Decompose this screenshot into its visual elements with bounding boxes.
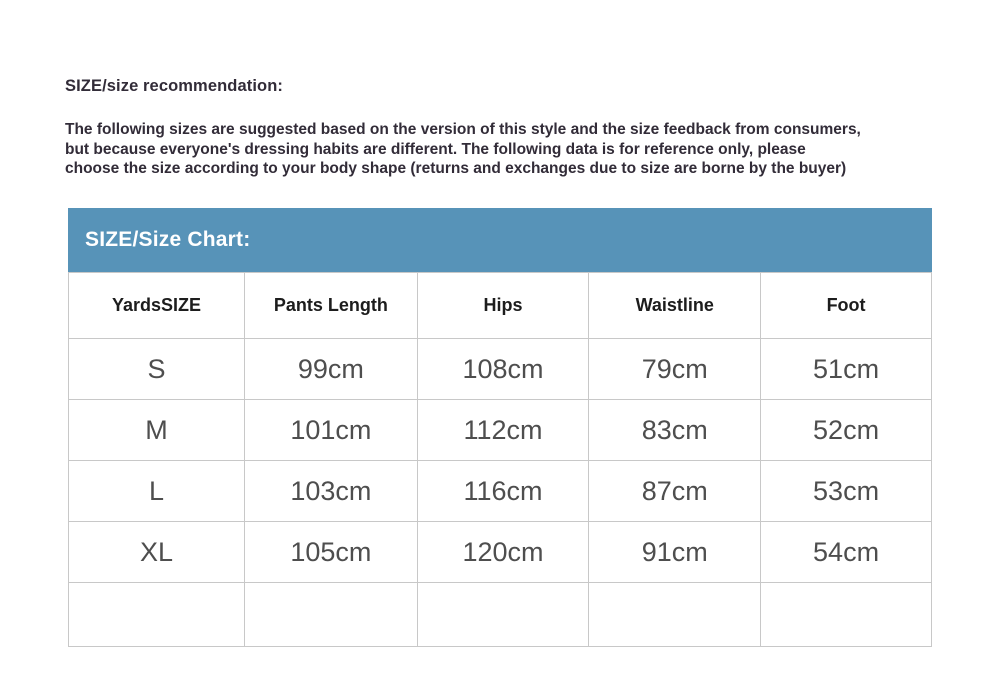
- size-chart-header-row: [69, 273, 932, 339]
- table-row-empty: [69, 583, 932, 647]
- cell-empty: [589, 583, 761, 647]
- cell-hips: 108cm: [417, 339, 589, 400]
- column-header-foot: Foot: [761, 273, 932, 339]
- size-recommendation-text: [65, 120, 861, 179]
- cell-foot: 52cm: [761, 400, 932, 461]
- cell-pants-length: 103cm: [245, 461, 418, 522]
- cell-pants-length: 99cm: [245, 339, 418, 400]
- size-recommendation-line-2: but because everyone's dressing habits are different. The following data is for reference only, please: [65, 140, 806, 158]
- table-row-size-l: [69, 461, 932, 522]
- cell-foot: 53cm: [761, 461, 932, 522]
- table-row-size-s: [69, 339, 932, 400]
- cell-empty: [69, 583, 245, 647]
- cell-waistline: 87cm: [589, 461, 761, 522]
- cell-foot: 51cm: [761, 339, 932, 400]
- cell-empty: [245, 583, 418, 647]
- column-header-waistline: Waistline: [589, 273, 761, 339]
- cell-size-label: S: [69, 339, 245, 400]
- cell-waistline: 79cm: [589, 339, 761, 400]
- size-chart-table: [68, 272, 932, 647]
- cell-hips: 116cm: [417, 461, 589, 522]
- cell-size-label: M: [69, 400, 245, 461]
- cell-hips: 120cm: [417, 522, 589, 583]
- column-header-pants-length: Pants Length: [245, 273, 418, 339]
- cell-waistline: 91cm: [589, 522, 761, 583]
- cell-pants-length: 101cm: [245, 400, 418, 461]
- size-chart-title-bar: [68, 208, 932, 272]
- size-recommendation-line-3: choose the size according to your body shape (returns and exchanges due to size are borne by the buyer): [65, 160, 847, 178]
- size-chart-title: SIZE/Size Chart:: [85, 228, 251, 251]
- cell-foot: 54cm: [761, 522, 932, 583]
- cell-empty: [417, 583, 589, 647]
- cell-hips: 112cm: [417, 400, 589, 461]
- cell-empty: [761, 583, 932, 647]
- cell-size-label: XL: [69, 522, 245, 583]
- column-header-yards-size: YardsSIZE: [69, 273, 245, 339]
- size-recommendation-line-1: The following sizes are suggested based on the version of this style and the size feedback from consumers,: [65, 121, 861, 138]
- size-recommendation-heading: SIZE/size recommendation:: [65, 77, 283, 95]
- table-row-size-xl: [69, 522, 932, 583]
- table-row-size-m: [69, 400, 932, 461]
- size-chart: [68, 208, 932, 647]
- cell-pants-length: 105cm: [245, 522, 418, 583]
- column-header-hips: Hips: [417, 273, 589, 339]
- cell-size-label: L: [69, 461, 245, 522]
- cell-waistline: 83cm: [589, 400, 761, 461]
